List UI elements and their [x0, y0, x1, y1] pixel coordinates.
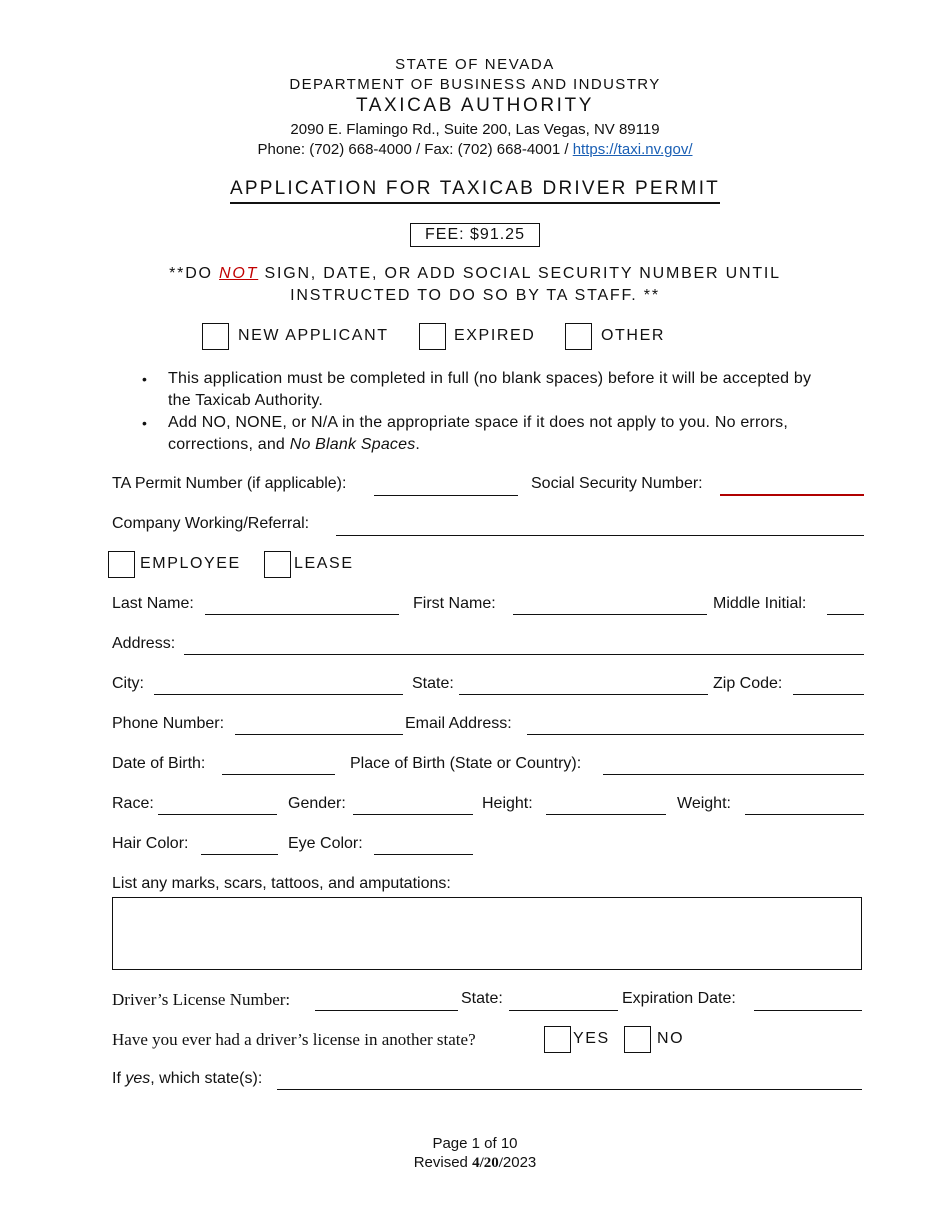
header-phone-fax	[0, 141, 950, 158]
state-field[interactable]	[459, 694, 708, 695]
middle-initial-label: Middle Initial:	[713, 595, 807, 612]
no-checkbox[interactable]	[624, 1026, 651, 1053]
last-name-field[interactable]	[205, 614, 399, 615]
header-authority: TAXICAB AUTHORITY	[355, 95, 595, 116]
last-name-label: Last Name:	[112, 595, 194, 612]
warning-not: NOT	[219, 265, 259, 282]
warning-rest: SIGN, DATE, OR ADD SOCIAL SECURITY NUMBER UNTIL	[258, 265, 781, 282]
revised-bold: 4/20/	[472, 1155, 503, 1171]
address-field[interactable]	[184, 654, 864, 655]
website-link[interactable]: https://taxi.nv.gov/	[572, 141, 693, 158]
height-label: Height:	[482, 795, 533, 812]
if-prefix: If	[112, 1070, 126, 1087]
other-checkbox[interactable]	[565, 323, 592, 350]
bullet2-end: .	[415, 436, 421, 453]
dl-state-label: State:	[461, 990, 503, 1007]
yes-label: YES	[573, 1030, 610, 1047]
header-state: STATE OF NEVADA	[395, 56, 555, 73]
eye-color-field[interactable]	[374, 854, 473, 855]
dob-label: Date of Birth:	[112, 755, 206, 772]
dl-expiration-label: Expiration Date:	[622, 990, 736, 1007]
city-field[interactable]	[154, 694, 403, 695]
first-name-label: First Name:	[413, 595, 496, 612]
expired-label: EXPIRED	[454, 327, 536, 344]
yes-checkbox[interactable]	[544, 1026, 571, 1053]
header-department: DEPARTMENT OF BUSINESS AND INDUSTRY	[289, 76, 661, 93]
bullet2-text: Add NO, NONE, or N/A in the appropriate space if it does not apply to you. No errors, corrections, and	[168, 414, 788, 453]
revised-year: 2023	[502, 1154, 537, 1171]
marks-label: List any marks, scars, tattoos, and amputations:	[112, 875, 451, 892]
warning-line-1	[0, 265, 950, 283]
height-field[interactable]	[546, 814, 666, 815]
bullet2-emphasis: No Blank Spaces	[289, 436, 416, 453]
first-name-field[interactable]	[513, 614, 707, 615]
hair-color-label: Hair Color:	[112, 835, 189, 852]
race-field[interactable]	[158, 814, 277, 815]
company-label: Company Working/Referral:	[112, 515, 310, 532]
email-label: Email Address:	[405, 715, 512, 732]
lease-label: LEASE	[294, 555, 354, 572]
no-label: NO	[657, 1030, 685, 1047]
other-state-question: Have you ever had a driver’s license in another state?	[112, 1030, 476, 1049]
warning-prefix: **DO	[169, 265, 220, 282]
zip-field[interactable]	[793, 694, 864, 695]
lease-checkbox[interactable]	[264, 551, 291, 578]
expired-checkbox[interactable]	[419, 323, 446, 350]
new-applicant-checkbox[interactable]	[202, 323, 229, 350]
ssn-label: Social Security Number:	[531, 475, 703, 492]
ta-permit-label: TA Permit Number (if applicable):	[112, 475, 347, 492]
instruction-bullet-2	[168, 412, 838, 456]
ssn-field[interactable]	[720, 494, 864, 496]
gender-label: Gender:	[288, 795, 346, 812]
company-field[interactable]	[336, 535, 864, 536]
phone-fax-text: Phone: (702) 668-4000 / Fax: (702) 668-4001 /	[257, 141, 573, 158]
hair-color-field[interactable]	[201, 854, 278, 855]
zip-label: Zip Code:	[713, 675, 783, 692]
header-address: 2090 E. Flamingo Rd., Suite 200, Las Vegas, NV 89119	[290, 121, 660, 138]
form-title: APPLICATION FOR TAXICAB DRIVER PERMIT	[230, 178, 720, 204]
dl-state-field[interactable]	[509, 1010, 618, 1011]
employee-label: EMPLOYEE	[140, 555, 241, 572]
new-applicant-label: NEW APPLICANT	[238, 327, 389, 344]
warning-line-2: INSTRUCTED TO DO SO BY TA STAFF. **	[290, 287, 660, 304]
address-label: Address:	[112, 635, 176, 652]
revised-date	[0, 1154, 950, 1172]
pob-label: Place of Birth (State or Country):	[350, 755, 582, 772]
middle-initial-field[interactable]	[827, 614, 864, 615]
gender-field[interactable]	[353, 814, 473, 815]
state-label: State:	[412, 675, 454, 692]
instruction-bullet-1: • This application must be completed in full (no blank spaces) before it will be accepted by the Taxicab Authority.	[168, 368, 838, 412]
ta-permit-field[interactable]	[374, 495, 518, 496]
page-number: Page 1 of 10	[432, 1135, 518, 1152]
weight-label: Weight:	[677, 795, 731, 812]
weight-field[interactable]	[745, 814, 864, 815]
race-label: Race:	[112, 795, 154, 812]
which-states-label	[112, 1070, 262, 1088]
dob-field[interactable]	[222, 774, 335, 775]
employee-checkbox[interactable]	[108, 551, 135, 578]
phone-field[interactable]	[235, 734, 403, 735]
dl-number-field[interactable]	[315, 1010, 458, 1011]
city-label: City:	[112, 675, 144, 692]
other-label: OTHER	[601, 327, 665, 344]
fee-box: FEE: $91.25	[410, 223, 540, 247]
marks-textarea[interactable]	[112, 897, 862, 970]
if-rest: , which state(s):	[150, 1070, 263, 1087]
email-field[interactable]	[527, 734, 864, 735]
pob-field[interactable]	[603, 774, 864, 775]
dl-number-label: Driver’s License Number:	[112, 990, 291, 1009]
if-yes-emphasis: yes	[125, 1070, 151, 1087]
revised-prefix: Revised	[413, 1154, 473, 1171]
eye-color-label: Eye Color:	[288, 835, 363, 852]
phone-label: Phone Number:	[112, 715, 225, 732]
dl-expiration-field[interactable]	[754, 1010, 862, 1011]
which-states-field[interactable]	[277, 1089, 862, 1090]
